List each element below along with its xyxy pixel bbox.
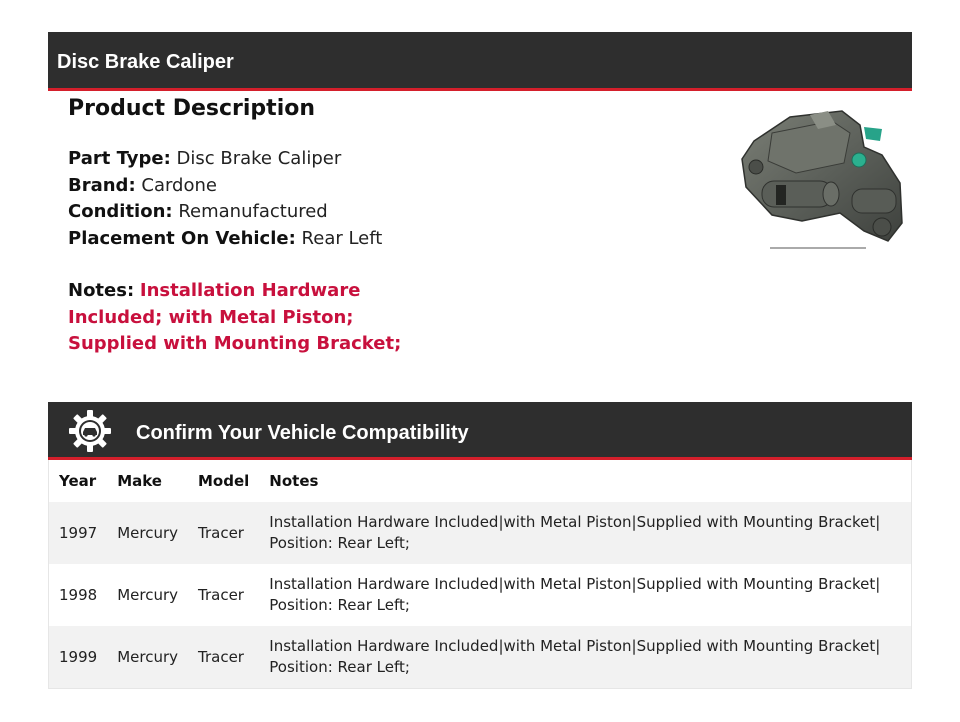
spec-key: Condition: [68,201,173,222]
cell-year: 1997 [59,523,98,542]
gear-car-icon [69,410,111,452]
cell-model: Tracer [198,523,244,542]
spec-list [68,146,448,252]
cell-notes: Installation Hardware Included|with Metal Piston|Supplied with Mounting Bracket| Position: Rear Left; [269,513,881,552]
cell-make: Mercury [117,523,178,542]
cell-make: Mercury [117,585,178,604]
compat-bar [48,402,912,460]
spec-key: Part Type: [68,148,171,169]
notes-value: Installation Hardware Included; with Metal Piston; Supplied with Mounting Bracket; [68,280,402,354]
spec-condition [68,199,448,226]
notes [68,278,448,358]
product-description [68,96,448,358]
spec-value: Disc Brake Caliper [176,148,342,169]
table-row [49,502,911,564]
spec-value: Rear Left [301,227,383,249]
col-year: Year [59,472,97,490]
col-notes: Notes [269,472,319,490]
compat-table [48,460,912,689]
brake-caliper-image [732,103,907,253]
cell-year: 1998 [59,585,98,604]
spec-placement [68,226,448,253]
notes-key: Notes: [68,280,135,301]
table-row [49,626,911,688]
spec-key: Placement On Vehicle: [68,227,296,249]
cell-model: Tracer [198,647,244,666]
table-row [49,564,911,626]
spec-brand [68,173,448,200]
cell-year: 1999 [59,647,98,666]
table-header-row [49,460,911,502]
spec-part-type [68,146,448,173]
spec-key: Brand: [68,174,136,196]
header-bar [48,32,912,91]
compat-title: Confirm Your Vehicle Compatibility [136,422,469,444]
description-heading: Product Description [68,96,316,121]
spec-value: Cardone [141,174,217,196]
col-make: Make [117,472,162,490]
spec-value: Remanufactured [178,201,328,222]
col-model: Model [198,472,250,490]
cell-notes: Installation Hardware Included|with Metal Piston|Supplied with Mounting Bracket| Position: Rear Left; [269,637,881,676]
cell-notes: Installation Hardware Included|with Metal Piston|Supplied with Mounting Bracket| Position: Rear Left; [269,575,881,614]
header-title: Disc Brake Caliper [57,51,234,73]
cell-make: Mercury [117,647,178,666]
cell-model: Tracer [198,585,244,604]
